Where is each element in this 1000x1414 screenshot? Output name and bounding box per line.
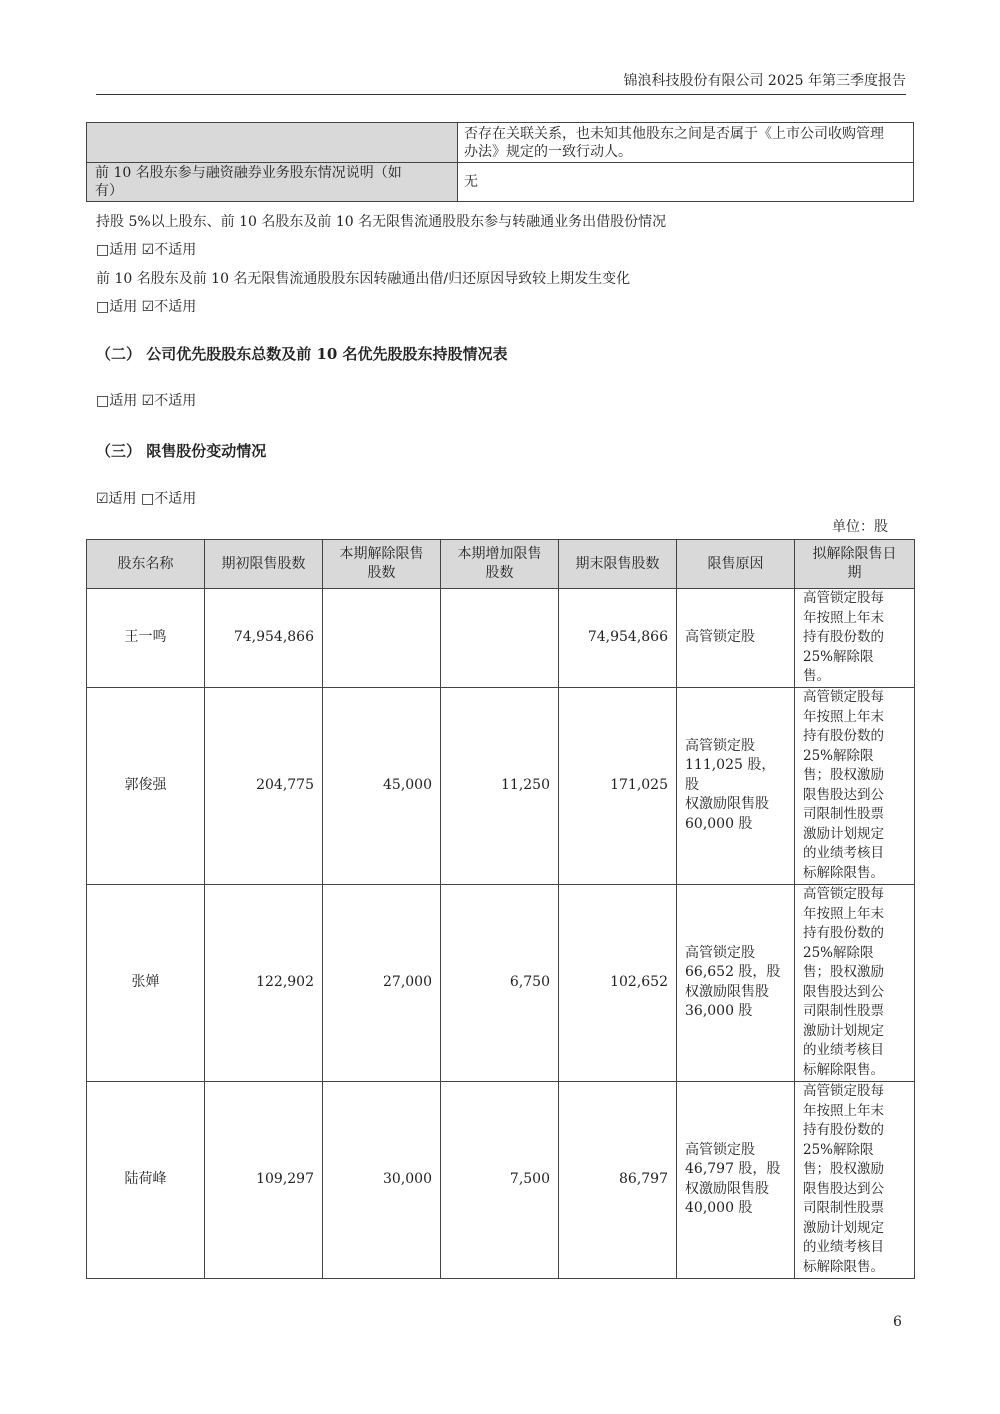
table-cell-value [458, 123, 914, 163]
date-line: 标解除限售。 [803, 864, 884, 881]
date-line: 售；股权激励 [803, 1161, 884, 1177]
margin-trading-value: 无 [458, 163, 914, 202]
shareholder-name: 郭俊强 [87, 687, 205, 884]
related-party-note-line: 否存在关联关系，也未知其他股东之间是否属于《上市公司收购管理 [464, 125, 884, 142]
date-line: 25%解除限 [803, 648, 874, 665]
header-line: 股数 [485, 565, 514, 581]
column-header-end: 期末限售股数 [559, 540, 677, 589]
released-restricted: 45,000 [323, 687, 441, 884]
column-header-released [323, 540, 441, 589]
header-line: 本期增加限售 [457, 546, 542, 562]
release-date [795, 1081, 915, 1278]
date-line: 标解除限售。 [803, 1061, 884, 1078]
table-header-row [87, 540, 915, 589]
restriction-reason [677, 687, 795, 884]
date-line: 持有股份数的 [803, 925, 884, 941]
unit-label: 单位：股 [832, 519, 888, 535]
table-row [87, 1081, 915, 1278]
begin-restricted: 74,954,866 [205, 589, 323, 688]
table-cell-label [87, 163, 458, 202]
section-heading-preferred-shares: （二） 公司优先股股东总数及前 10 名优先股股东持股情况表 [96, 345, 508, 363]
header-line: 本期解除限售 [339, 546, 424, 562]
reason-line: 40,000 股 [685, 1200, 753, 1216]
released-restricted: 27,000 [323, 884, 441, 1081]
column-header-reason: 限售原因 [677, 540, 795, 589]
date-line: 持有股份数的 [803, 629, 884, 645]
shareholder-name: 陆荷峰 [87, 1081, 205, 1278]
date-line: 高管锁定股每 [803, 590, 884, 606]
column-header-name: 股东名称 [87, 540, 205, 589]
reason-line: 36,000 股 [685, 1003, 753, 1019]
date-line: 司限制性股票 [803, 1200, 884, 1216]
release-date [795, 687, 915, 884]
date-line: 25%解除限 [803, 1141, 874, 1158]
date-line: 年按照上年末 [803, 708, 884, 725]
reason-line: 高管锁定股 [685, 629, 755, 645]
reason-line: 46,797 股，股 [685, 1161, 781, 1177]
date-line: 高管锁定股每 [803, 886, 884, 902]
date-line: 高管锁定股每 [803, 1083, 884, 1099]
shareholder-notes-table [86, 122, 914, 202]
date-line: 售。 [803, 668, 830, 684]
begin-restricted: 122,902 [205, 884, 323, 1081]
date-line: 高管锁定股每 [803, 689, 884, 705]
date-line: 25%解除限 [803, 747, 874, 764]
table-cell-label [87, 123, 458, 163]
date-line: 激励计划规定 [803, 1022, 884, 1039]
released-restricted: 30,000 [323, 1081, 441, 1278]
related-party-note-line: 办法》规定的一致行动人。 [464, 143, 632, 160]
released-restricted [323, 589, 441, 688]
restriction-reason [677, 1081, 795, 1278]
shareholder-name: 王一鸣 [87, 589, 205, 688]
shareholder-name: 张婵 [87, 884, 205, 1081]
page-header: 锦浪科技股份有限公司 2025 年第三季度报告 [623, 73, 906, 89]
date-line: 限售股达到公 [803, 786, 884, 803]
restricted-shares-option: ☑适用 □不适用 [96, 491, 197, 507]
date-line: 25%解除限 [803, 944, 874, 961]
table-row [87, 687, 915, 884]
end-restricted: 74,954,866 [559, 589, 677, 688]
date-line: 限售股达到公 [803, 983, 884, 1000]
reason-line: 权激励限售股 [685, 796, 769, 813]
end-restricted: 86,797 [559, 1081, 677, 1278]
header-line: 期 [847, 565, 862, 581]
date-line: 持有股份数的 [803, 1122, 884, 1138]
margin-trading-label-line: 有） [95, 183, 123, 199]
date-line: 激励计划规定 [803, 825, 884, 842]
reason-line: 权激励限售股 [685, 1180, 769, 1197]
restriction-reason [677, 884, 795, 1081]
page-number: 6 [893, 1314, 902, 1330]
header-line: 拟解除限售日 [812, 546, 897, 562]
reason-line: 高管锁定股 [685, 944, 755, 961]
date-line: 司限制性股票 [803, 806, 884, 822]
added-restricted: 6,750 [441, 884, 559, 1081]
release-date [795, 884, 915, 1081]
column-header-release-date [795, 540, 915, 589]
date-line: 标解除限售。 [803, 1258, 884, 1275]
preferred-shares-option: □适用 ☑不适用 [96, 393, 197, 409]
lending-change-text: 前 10 名股东及前 10 名无限售流通股股东因转融通出借/归还原因导致较上期发生变化 [96, 271, 631, 287]
table-row [87, 884, 915, 1081]
securities-lending-option: □适用 ☑不适用 [96, 242, 197, 258]
margin-trading-label-line: 前 10 名股东参与融资融券业务股东情况说明（如 [95, 165, 402, 181]
release-date [795, 589, 915, 688]
restriction-reason [677, 589, 795, 688]
date-line: 限售股达到公 [803, 1180, 884, 1197]
begin-restricted: 109,297 [205, 1081, 323, 1278]
date-line: 年按照上年末 [803, 905, 884, 922]
table-row [87, 123, 914, 163]
end-restricted: 171,025 [559, 687, 677, 884]
section-heading-restricted-shares: （三） 限售股份变动情况 [96, 442, 267, 460]
lending-change-option: □适用 ☑不适用 [96, 299, 197, 315]
date-line: 年按照上年末 [803, 1102, 884, 1119]
date-line: 的业绩考核目 [803, 845, 884, 861]
end-restricted: 102,652 [559, 884, 677, 1081]
reason-line: 111,025 股，股 [685, 757, 776, 793]
date-line: 激励计划规定 [803, 1219, 884, 1236]
date-line: 售；股权激励 [803, 964, 884, 980]
table-row [87, 589, 915, 688]
added-restricted: 7,500 [441, 1081, 559, 1278]
table-row [87, 163, 914, 202]
securities-lending-text: 持股 5%以上股东、前 10 名股东及前 10 名无限售流通股股东参与转融通业务出借股份情况 [96, 214, 667, 230]
begin-restricted: 204,775 [205, 687, 323, 884]
header-line: 股数 [367, 565, 396, 581]
reason-line: 60,000 股 [685, 815, 753, 832]
reason-line: 高管锁定股 [685, 1141, 755, 1158]
date-line: 的业绩考核目 [803, 1042, 884, 1058]
header-rule [96, 94, 906, 95]
column-header-added [441, 540, 559, 589]
date-line: 年按照上年末 [803, 609, 884, 626]
reason-line: 66,652 股，股 [685, 964, 781, 980]
reason-line: 权激励限售股 [685, 983, 769, 1000]
date-line: 售；股权激励 [803, 767, 884, 783]
column-header-begin: 期初限售股数 [205, 540, 323, 589]
date-line: 的业绩考核目 [803, 1239, 884, 1255]
restricted-shares-table [86, 539, 915, 1279]
date-line: 持有股份数的 [803, 728, 884, 744]
reason-line: 高管锁定股 [685, 737, 755, 754]
added-restricted: 11,250 [441, 687, 559, 884]
date-line: 司限制性股票 [803, 1003, 884, 1019]
added-restricted [441, 589, 559, 688]
